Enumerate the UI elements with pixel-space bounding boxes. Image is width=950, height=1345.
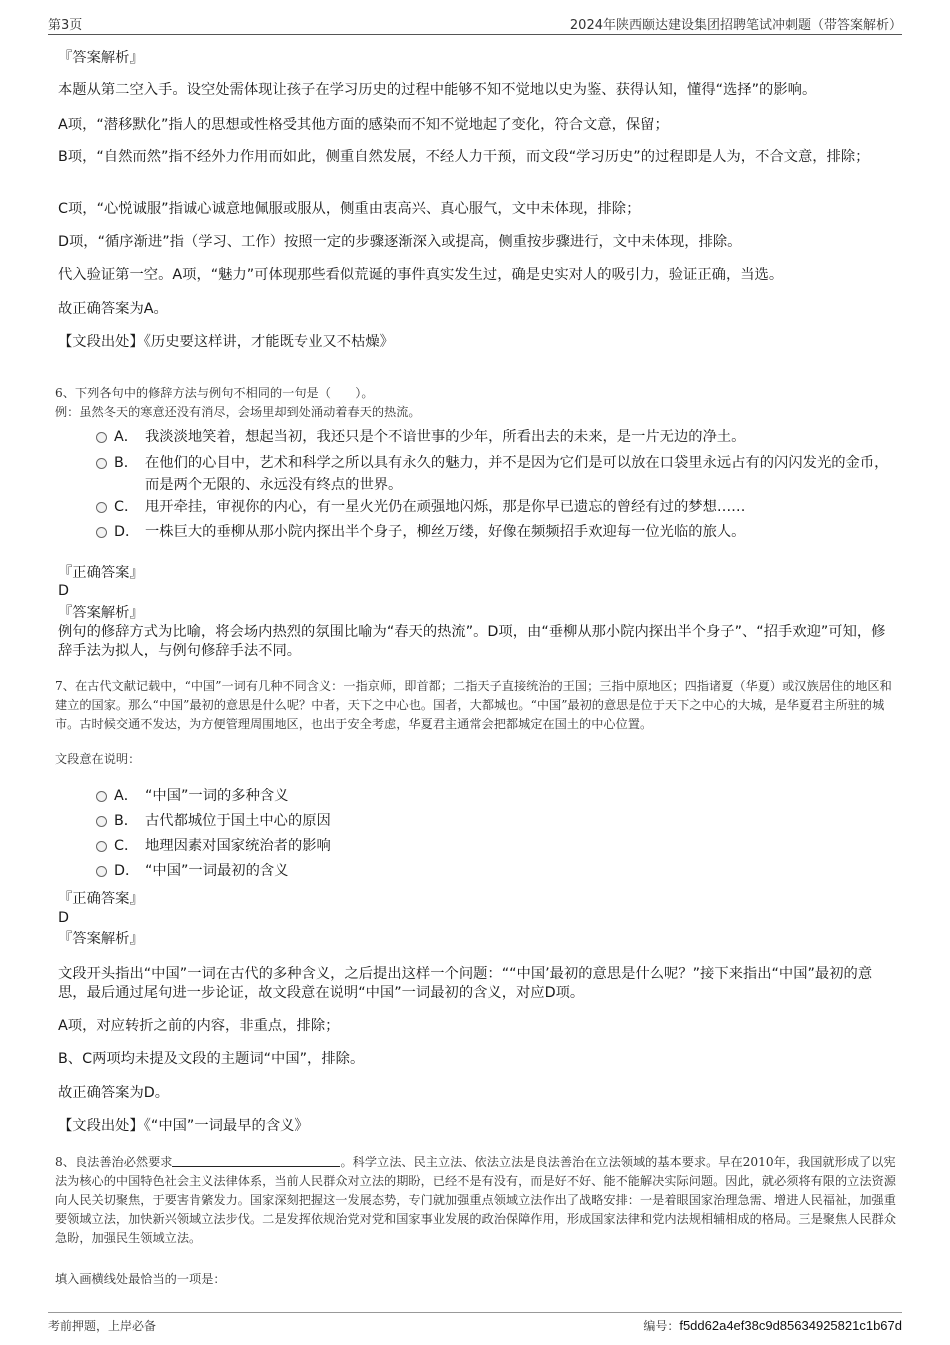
q5-analysis-para: D项，“循序渐进”指（学习、工作）按照一定的步骤逐渐深入或提高，侧重按步骤进行，文中未体现，排除。 xyxy=(58,234,742,250)
q5-analysis-para: C项，“心悦诚服”指诚心诚意地佩服或服从，侧重由衷高兴、真心服气，文中未体现，排除； xyxy=(58,201,641,217)
code-value: f5dd62a4ef38c9d85634925821c1b67d xyxy=(679,1318,902,1333)
option-text: “中国”一词最初的含义 xyxy=(145,863,289,879)
q8-prompt: 填入画横线处最恰当的一项是： xyxy=(55,1272,226,1286)
radio-button[interactable] xyxy=(96,841,107,852)
radio-button[interactable] xyxy=(96,816,107,827)
q6-stem: 6、下列各句中的修辞方法与例句不相同的一句是（ ）。 xyxy=(55,386,374,400)
q7-answer-statement: 故正确答案为D。 xyxy=(58,1085,170,1101)
option-letter: D． xyxy=(114,863,140,879)
q6-example: 例：虽然冬天的寒意还没有消尽，会场里却到处涌动着春天的热流。 xyxy=(55,405,421,419)
q6-analysis: 例句的修辞方式为比喻，将会场内热烈的氛围比喻为“春天的热流”。D项，由“垂柳从那小院内探出半个身子”、“招手欢迎”可知，修辞手法为拟人，与例句修辞手法不同。 xyxy=(58,624,886,659)
option-letter: A． xyxy=(114,788,139,804)
q5-analysis-para: 本题从第二空入手。设空处需体现让孩子在学习历史的过程中能够不知不觉地以史为鉴、获得认知，懂得“选择”的影响。 xyxy=(58,82,817,98)
q7-answer-label: 『正确答案』 xyxy=(58,891,144,907)
q8-stem-rest: 。科学立法、民主立法、依法立法是良法善治在立法领域的基本要求。早在2010年，我国就形成了以宪法为核心的中国特色社会主义法律体系，当前人民群众对立法的期盼，已经不是有没有，而是好不好、能不能解决实际问题。因此，就必须将有限的立法资源向人民关切聚焦，于要害肯綮发力。国家深刻把握这一发展态势，专门就加强重点领域立法作出了战略安排：一是着眼国家治理急需、增进人民福祉，加强重要领域立法，加快新兴领域立法步伐。二是发挥依规治党对党和国家事业发展的政治保障作用，形成国家法律和党内法规相辅相成的格局。三是聚焦人民群众急盼，加强民生领域立法。 xyxy=(55,1155,896,1245)
q6-answer-label: 『正确答案』 xyxy=(58,565,144,581)
option-text: “中国”一词的多种含义 xyxy=(145,788,289,804)
q7-analysis-para: B、C两项均未提及文段的主题词“中国”，排除。 xyxy=(58,1051,365,1067)
q7-source: 【文段出处】《“中国”一词最早的含义》 xyxy=(58,1118,309,1134)
q6-analysis-label: 『答案解析』 xyxy=(58,605,144,621)
q7-analysis-para: 文段开头指出“中国”一词在古代的多种含义，之后提出这样一个问题：““中国’最初的意思是什么呢？”接下来指出“中国”最初的意思，最后通过尾句进一步论证，故文段意在说明“中国”一词最初的含义，对应D项。 xyxy=(58,966,873,1001)
radio-button[interactable] xyxy=(96,502,107,513)
footer-slogan: 考前押题，上岸必备 xyxy=(48,1319,157,1333)
option-text: 在他们的心目中，艺术和科学之所以具有永久的魅力，并不是因为它们是可以放在口袋里永远占有的闪闪发光的金币，而是两个无限的、永远没有终点的世界。 xyxy=(145,455,889,493)
q7-analysis-para: A项，对应转折之前的内容，非重点，排除； xyxy=(58,1018,340,1034)
q6-option-d[interactable] xyxy=(96,521,896,543)
code-label: 编号： xyxy=(643,1319,680,1333)
option-letter: C． xyxy=(114,838,139,854)
q5-source: 【文段出处】《历史要这样讲，才能既专业又不枯燥》 xyxy=(58,334,394,350)
page-footer xyxy=(48,1312,902,1338)
option-letter: D． xyxy=(114,524,140,540)
option-text: 古代都城位于国土中心的原因 xyxy=(145,813,331,829)
q8-stem xyxy=(55,1153,900,1248)
q5-answer-statement: 故正确答案为A。 xyxy=(58,301,168,317)
q6-option-c[interactable] xyxy=(96,496,896,518)
q8-stem-start: 8、良法善治必然要求 xyxy=(55,1155,173,1169)
option-text: 地理因素对国家统治者的影响 xyxy=(145,838,331,854)
q5-analysis-para: B项，“自然而然”指不经外力作用而如此，侧重自然发展，不经人力干预，而文段“学习历史”的过程即是人为，不合文意，排除； xyxy=(58,149,870,165)
q5-analysis-label: 『答案解析』 xyxy=(58,50,144,66)
q7-stem: 7、在古代文献记载中，“中国”一词有几种不同含义：一指京师，即首都；二指天子直接统治的王国；三指中原地区；四指诸夏（华夏）或汉族居住的地区和建立的国家。那么“中国”最初的意思是什么呢？中者，天下之中心也。国者，大都城也。“中国”最初的意思是位于天下之中心的大城，是华夏君主所驻的城市。古时候交通不发达，为方便管理周围地区，也出于安全考虑，华夏君主通常会把都城定在国土的中心位置。 xyxy=(55,679,892,731)
option-letter: B． xyxy=(114,455,139,471)
q6-option-b[interactable] xyxy=(96,452,896,496)
radio-button[interactable] xyxy=(96,458,107,469)
q7-answer: D xyxy=(58,910,70,926)
q6-answer: D xyxy=(58,583,70,599)
fill-in-blank xyxy=(172,1154,340,1167)
q5-analysis-para: 代入验证第一空。A项，“魅力”可体现那些看似荒诞的事件真实发生过，确是史实对人的吸引力，验证正确，当选。 xyxy=(58,267,784,283)
page-number: 第3页 xyxy=(48,18,83,33)
option-text: 我淡淡地笑着，想起当初，我还只是个不谙世事的少年，所看出去的未来，是一片无边的净土。 xyxy=(145,429,746,445)
page-header xyxy=(48,14,902,35)
option-letter: C． xyxy=(114,499,139,515)
q6-option-a[interactable] xyxy=(96,426,896,448)
q7-analysis-label: 『答案解析』 xyxy=(58,931,144,947)
option-text: 甩开牵挂，审视你的内心，有一星火光仍在顽强地闪烁，那是你早已遗忘的曾经有过的梦想…… xyxy=(145,499,746,515)
q7-option-c[interactable] xyxy=(96,835,896,857)
radio-button[interactable] xyxy=(96,791,107,802)
q7-option-a[interactable] xyxy=(96,785,896,807)
q5-analysis-para: A项，“潜移默化”指人的思想或性格受其他方面的感染而不知不觉地起了变化，符合文意，保留； xyxy=(58,117,669,133)
radio-button[interactable] xyxy=(96,432,107,443)
q7-option-b[interactable] xyxy=(96,810,896,832)
q7-prompt: 文段意在说明： xyxy=(55,752,141,766)
option-letter: A． xyxy=(114,429,139,445)
radio-button[interactable] xyxy=(96,527,107,538)
radio-button[interactable] xyxy=(96,866,107,877)
option-text: 一株巨大的垂柳从那小院内探出半个身子，柳丝万缕，好像在频频招手欢迎每一位光临的旅人。 xyxy=(145,524,746,540)
option-letter: B． xyxy=(114,813,139,829)
footer-code xyxy=(643,1317,902,1334)
document-title: 2024年陕西颐达建设集团招聘笔试冲刺题（带答案解析） xyxy=(569,18,902,33)
q7-option-d[interactable] xyxy=(96,860,896,882)
